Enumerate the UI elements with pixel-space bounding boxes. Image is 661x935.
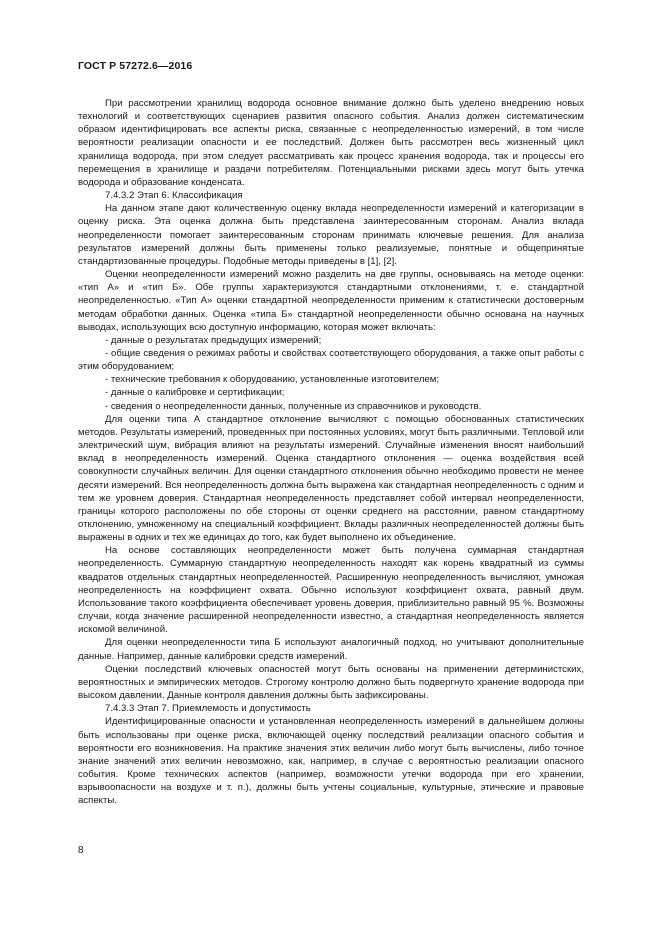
- paragraph: На данном этапе дают количественную оценку вклада неопределенности измерений и категоризации в оценку риска. Эта оценка должна быть представлена заинтересованным сторонам. Анализ вклада неопределенности помогает заинтересованным сторонам принимать ключевые решения. Для анализа результатов измерений должны быть применены только реализуемые, понятные и общепринятые стандартизованные процедуры. Подобные методы приведены в [1], [2].: [78, 203, 584, 267]
- paragraph: Для оценки типа А стандартное отклонение вычисляют с помощью обоснованных статистических методов. Результаты измерений, проведенных при постоянных условиях, могут быть различными. Тепловой или электрический шум, вибрация влияют на результаты измерений. Случайные изменения вносят наибольший вклад в неопределенность измерений. Оценка стандартного отклонения — оценка воздействия всей совокупности случайных величин. Для оценки стандартного отклонения обычно необходимо провести не менее десяти измерений. Вся неопределенность должна быть выражена как стандартная неопределенность с одним и тем же уровнем доверия. Стандартная неопределенность представляет собой интервал неопределенности, границы которого расположены по обе стороны от оценки среднего на расстоянии, равном стандартному отклонению, умноженному на специальный коэффициент. Вклады различных неопределенностей должны быть выражены в одних и тех же единицах до того, как будет выполнено их объединение.: [78, 413, 584, 544]
- section-heading: 7.4.3.3 Этап 7. Приемлемость и допустимость: [105, 703, 311, 715]
- paragraph: Для оценки неопределенности типа Б используют аналогичный подход, но учитывают дополнительные данные. Например, данные калибровки средств измерений.: [78, 637, 584, 662]
- section-heading: 7.4.3.2 Этап 6. Классификация: [105, 190, 243, 202]
- paragraph: При рассмотрении хранилищ водорода основное внимание должно быть уделено внедрению новых технологий и соответствующих сценариев развития опасного события. Анализ должен систематическим образом идентифицировать все аспекты риска, связанные с неопределенностью измерений, в том числе вероятности реализации опасности и ее последствий. Должен быть рассмотрен весь жизненный цикл хранилища водорода, при этом следует рассматривать как процесс хранения водорода, так и процессы его перемещения в хранилище и раздачи потребителям. Потенциальными рисками здесь могут быть утечка водорода и образование конденсата.: [78, 98, 584, 188]
- page-number: 8: [78, 845, 84, 856]
- paragraph: Идентифицированные опасности и установленная неопределенность измерений в дальнейшем должны быть использованы при оценке риска, включающей оценку последствий реализации опасного события и вероятности его возникновения. На практике значения этих величин либо могут быть вычислены, либо точное знание значений этих величин невозможно, как, например, в случае с вероятностью реализации опасного события. Кроме технических аспектов (например, возможности утечки водорода при его хранении, взрывоопасности на воздухе и т. п.), должны быть учтены социальные, культурные, этические и правовые аспекты.: [78, 716, 584, 807]
- list-item: - данные о результатах предыдущих измерений;: [105, 334, 322, 346]
- paragraph: Оценки последствий ключевых опасностей могут быть основаны на применении детерминистских, вероятностных и эмпирических методов. Строгому контролю должно быть подвергнуто хранение водорода при высоком давлении. Данные контроля давления должны быть зафиксированы.: [78, 663, 584, 702]
- document-body: [78, 97, 584, 807]
- list-item: - сведения о неопределенности данных, полученные из справочников и руководств.: [105, 400, 482, 412]
- list-item: - технические требования к оборудованию, установленные изготовителем;: [105, 374, 440, 386]
- list-item: - данные о калибровке и сертификации;: [105, 387, 285, 399]
- document-header: ГОСТ Р 57272.6—2016: [78, 60, 193, 72]
- paragraph: Оценки неопределенности измерений можно разделить на две группы, основываясь на методе оценки: «тип А» и «тип Б». Обе группы характеризуются стандартными отклонениями, т. е. стандартной неопределенностью. «Тип А» оценки стандартной неопределенности применим к статистически достоверным методам обработки данных. Оценка «типа Б» стандартной неопределенности обычно основана на научных выводах, использующих всю доступную информацию, которая может включать:: [78, 269, 584, 333]
- list-item: - общие сведения о режимах работы и свойствах соответствующего оборудования, а также опыт работы с этим оборудованием;: [78, 347, 584, 373]
- paragraph: На основе составляющих неопределенности может быть получена суммарная стандартная неопределенность. Суммарную стандартную неопределенность находят как корень квадратный из суммы квадратов отдельных стандартных неопределенностей. Расширенную неопределенность вычисляют, умножая неопределенность на коэффициент охвата. Обычно используют коэффициент охвата, равный двум. Использование такого коэффициента обеспечивает уровень доверия, приблизительно равный 95 %. Возможны случаи, когда значение расширенной неопределенности известно, а стандартная неопределенность является искомой величиной.: [78, 545, 584, 636]
